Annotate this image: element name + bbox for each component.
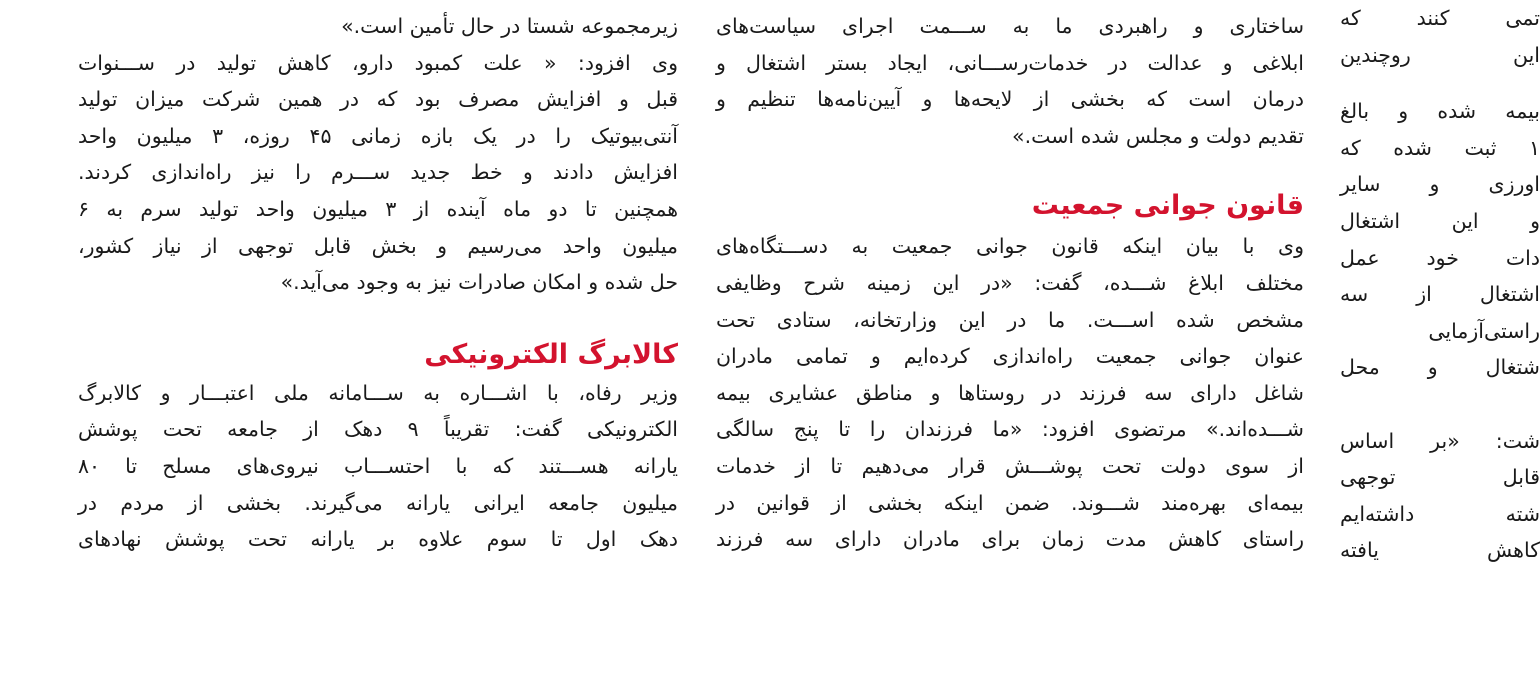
- left-paragraph-1: [78, 8, 678, 301]
- right-line: کاهش یافته: [1340, 538, 1540, 563]
- right-line: این روچندین: [1340, 42, 1540, 67]
- middle-paragraph-2: [716, 228, 1304, 557]
- text-line: الکترونیکی گفت: تقریباً ۹ دهک از جامعه تحت پوشش: [78, 417, 679, 442]
- text-line: شاغل دارای سه فرزند در روستاها و مناطق عشایری بیمه: [716, 380, 1304, 405]
- text-line: میلیون جامعه ایرانی یارانه می‌گیرند. بخشی از مردم در: [78, 490, 678, 515]
- text-line: مشخص شده اســـت. ما در این وزارتخانه، ستادی تحت: [716, 307, 1304, 332]
- text-line: وی با بیان اینکه قانون جوانی جمعیت به دســـتگاه‌های: [716, 234, 1304, 259]
- text-line: شـــده‌اند.» مرتضوی افزود: «ما فرزندان را تا پنج سالگی: [716, 417, 1304, 442]
- text-line: ابلاغی و عدالت در خدمات‌رســـانی، ایجاد بستر اشتغال و: [716, 50, 1304, 75]
- text-line: ساختاری و راهبردی ما به ســـمت اجرای سیاست‌های: [716, 14, 1304, 38]
- right-line: راستی‌آزمایی: [1428, 318, 1540, 343]
- section-heading-population: قانون جوانی جمعیت: [1031, 190, 1304, 222]
- middle-column: [716, 0, 1304, 678]
- text-line: زیرمجموعه شستا در حال تأمین است.»: [341, 14, 678, 38]
- text-line: بیمه‌ای بهره‌مند شـــوند. ضمن اینکه بخشی از قوانین در: [716, 490, 1304, 515]
- text-line: وی افزود: « علت کمبود دارو، کاهش تولید در ســـنوات: [78, 50, 678, 75]
- text-line: میلیون واحد می‌رسیم و بخش قابل توجهی از نیاز کشور،: [78, 233, 678, 258]
- text-line: دهک اول تا سوم علاوه بر یارانه تحت پوشش نهادهای: [78, 527, 678, 552]
- text-line: افزایش دادند و خط جدید ســـرم را نیز راه‌اندازی کردند.: [78, 160, 678, 185]
- right-line: قابل توجهی: [1340, 465, 1540, 490]
- text-line: وزیر رفاه، با اشـــاره به ســـامانه ملی اعتبـــار و کالابرگ: [78, 380, 678, 405]
- text-line: درمان است که بخشی از لایحه‌ها و آیین‌نامه‌ها تنظیم و: [716, 87, 1304, 112]
- text-line: تقدیم دولت و مجلس شده است.»: [1012, 123, 1304, 148]
- left-column: [78, 0, 678, 678]
- right-line: اورزی و سایر: [1340, 172, 1540, 197]
- right-line: شته داشته‌ایم: [1340, 501, 1540, 526]
- right-line: تمی کنند که: [1340, 6, 1540, 30]
- right-column: [1340, 0, 1540, 678]
- text-line: از سوی دولت تحت پوشـــش قرار می‌دهیم تا از خدمات: [716, 453, 1304, 478]
- text-line: حل شده و امکان صادرات نیز به وجود می‌آید.»: [280, 270, 678, 295]
- text-line: راستای کاهش مدت زمان برای مادران دارای سه فرزند: [716, 527, 1304, 552]
- left-paragraph-2: [78, 375, 678, 558]
- right-line: شتغال و محل: [1340, 355, 1540, 380]
- text-line: آنتی‌بیوتیک را در یک بازه زمانی ۴۵ روزه، ۳ میلیون واحد: [78, 123, 678, 148]
- right-line: بیمه شده و بالغ: [1340, 99, 1540, 124]
- text-line: قبل و افزایش مصرف بود که در همین شرکت میزان تولید: [78, 87, 678, 112]
- right-line: و این اشتغال: [1340, 208, 1540, 233]
- right-line: ۱ ثبت شده که: [1340, 135, 1540, 160]
- text-line: مختلف ابلاغ شـــده، گفت: «در این زمینه شرح وظایفی: [716, 270, 1304, 295]
- text-line: عنوان جوانی جمعیت راه‌اندازی کرده‌ایم و تمامی مادران: [716, 344, 1304, 369]
- right-line: دات خود عمل: [1340, 245, 1540, 270]
- middle-paragraph-1: [716, 8, 1304, 154]
- right-line: اشتغال از سه: [1340, 282, 1540, 307]
- section-heading-e-voucher: کالابرگ الکترونیکی: [424, 338, 678, 370]
- right-line: شت: «بر اساس: [1340, 428, 1540, 453]
- text-line: همچنین تا دو ماه آینده از ۳ میلیون واحد تولید سرم به ۶: [78, 196, 678, 221]
- text-line: یارانه هســـتند که با احتســـاب نیروی‌های مسلح تا ۸۰: [78, 453, 678, 478]
